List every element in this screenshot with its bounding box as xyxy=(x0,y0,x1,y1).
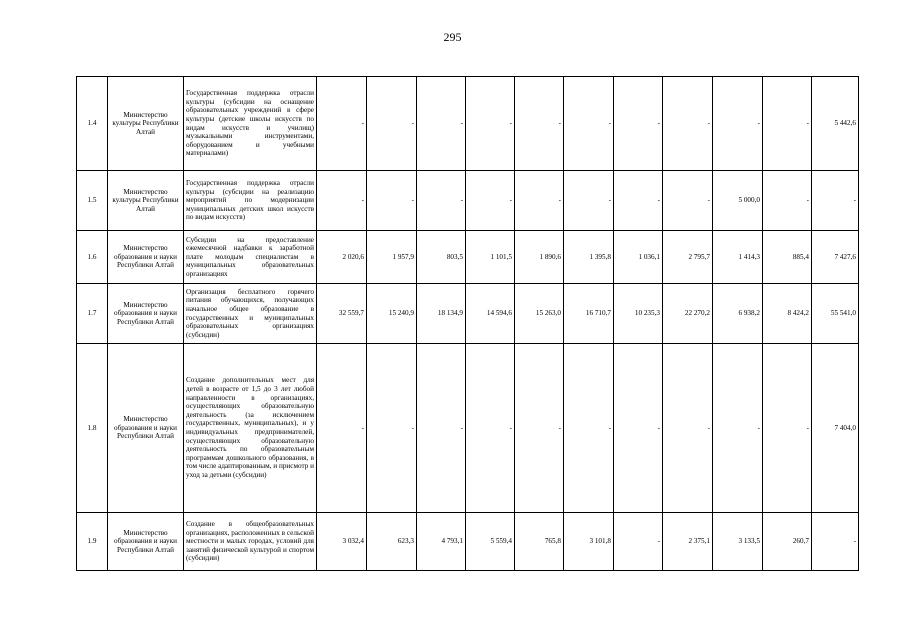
value-cell: 1 957,9 xyxy=(367,231,417,284)
value-cell: - xyxy=(417,77,466,171)
organization-cell: Министерство образования и науки Республики Алтай xyxy=(108,284,184,344)
value-cell: - xyxy=(713,344,763,513)
value-cell: 6 938,2 xyxy=(713,284,763,344)
value-cell: 623,3 xyxy=(367,513,417,571)
value-cell: 18 134,9 xyxy=(417,284,466,344)
table-row xyxy=(77,284,859,344)
row-number-cell: 1.5 xyxy=(77,171,108,231)
value-cell: 1 036,1 xyxy=(614,231,663,284)
value-cell: - xyxy=(663,344,713,513)
page-number: 295 xyxy=(443,30,462,44)
organization-cell: Министерство культуры Республики Алтай xyxy=(108,171,184,231)
row-number-cell: 1.6 xyxy=(77,231,108,284)
value-cell: 3 032,4 xyxy=(317,513,367,571)
value-cell: - xyxy=(564,171,614,231)
value-cell: 55 541,0 xyxy=(812,284,859,344)
description-cell: Создание дополнительных мест для детей в возрасте от 1,5 до 3 лет любой направленности в организациях, осуществляющих образовательную деятельность (за исключением государственных, муниципальных), и у индивидуальных предпринимателей, осуществляющих образовательную деятельность по образовательным программам дошкольного образования, в том числе адаптированным, и присмотр и уход за детьми (субсидии) xyxy=(184,344,317,513)
description-cell: Организация бесплатного горячего питания обучающихся, получающих начальное общее образование в государственных и муниципальных образовательных организациях (субсидии) xyxy=(184,284,317,344)
value-cell: - xyxy=(515,344,564,513)
value-cell: 260,7 xyxy=(763,513,812,571)
value-cell: 1 395,8 xyxy=(564,231,614,284)
value-cell: 2 020,6 xyxy=(317,231,367,284)
value-cell: 7 404,0 xyxy=(812,344,859,513)
value-cell: - xyxy=(663,77,713,171)
value-cell: 8 424,2 xyxy=(763,284,812,344)
value-cell: 803,5 xyxy=(417,231,466,284)
value-cell: 15 240,9 xyxy=(367,284,417,344)
value-cell: 5 442,6 xyxy=(812,77,859,171)
description-cell: Государственная поддержка отрасли культуры (субсидии на оснащение образовательных учреждений в сфере культуры (детские школы искусств по видам искусств и училищ) музыкальными инструментами, оборудованием и учебными материалами) xyxy=(184,77,317,171)
table-row xyxy=(77,344,859,513)
value-cell: - xyxy=(564,77,614,171)
value-cell: - xyxy=(367,77,417,171)
value-cell: - xyxy=(515,171,564,231)
value-cell: 3 133,5 xyxy=(713,513,763,571)
value-cell: - xyxy=(466,77,515,171)
table-row xyxy=(77,77,859,171)
value-cell: - xyxy=(466,344,515,513)
value-cell: 10 235,3 xyxy=(614,284,663,344)
value-cell: 2 795,7 xyxy=(663,231,713,284)
value-cell: - xyxy=(466,171,515,231)
value-cell: 4 793,1 xyxy=(417,513,466,571)
row-number-cell: 1.8 xyxy=(77,344,108,513)
value-cell: 885,4 xyxy=(763,231,812,284)
organization-cell: Министерство образования и науки Республики Алтай xyxy=(108,231,184,284)
value-cell: - xyxy=(417,344,466,513)
organization-cell: Министерство культуры Республики Алтай xyxy=(108,77,184,171)
value-cell: - xyxy=(763,171,812,231)
description-cell: Создание в общеобразовательных организациях, расположенных в сельской местности и малых городах, условий для занятий физической культурой и спортом (субсидии) xyxy=(184,513,317,571)
value-cell: - xyxy=(367,171,417,231)
value-cell: 2 375,1 xyxy=(663,513,713,571)
value-cell: 1 890,6 xyxy=(515,231,564,284)
budget-table xyxy=(76,76,859,571)
value-cell: - xyxy=(663,171,713,231)
value-cell: - xyxy=(614,171,663,231)
value-cell: - xyxy=(812,171,859,231)
value-cell: - xyxy=(812,513,859,571)
value-cell: - xyxy=(515,77,564,171)
value-cell: - xyxy=(614,77,663,171)
value-cell: 5 000,0 xyxy=(713,171,763,231)
value-cell: - xyxy=(317,344,367,513)
organization-cell: Министерство образования и науки Республики Алтай xyxy=(108,513,184,571)
value-cell: - xyxy=(713,77,763,171)
value-cell: - xyxy=(317,171,367,231)
description-cell: Субсидии на предоставление ежемесячной надбавки к заработной плате молодым специалистам в муниципальных образовательных организациях xyxy=(184,231,317,284)
value-cell: - xyxy=(614,513,663,571)
value-cell: 15 263,0 xyxy=(515,284,564,344)
value-cell: - xyxy=(317,77,367,171)
table-row xyxy=(77,231,859,284)
value-cell: 1 101,5 xyxy=(466,231,515,284)
value-cell: 3 101,8 xyxy=(564,513,614,571)
table-row xyxy=(77,171,859,231)
value-cell: - xyxy=(417,171,466,231)
value-cell: 22 270,2 xyxy=(663,284,713,344)
value-cell: 16 710,7 xyxy=(564,284,614,344)
row-number-cell: 1.7 xyxy=(77,284,108,344)
organization-cell: Министерство образования и науки Республики Алтай xyxy=(108,344,184,513)
value-cell: - xyxy=(763,77,812,171)
value-cell: 7 427,6 xyxy=(812,231,859,284)
value-cell: - xyxy=(564,344,614,513)
value-cell: 14 594,6 xyxy=(466,284,515,344)
value-cell: 32 559,7 xyxy=(317,284,367,344)
description-cell: Государственная поддержка отрасли культуры (субсидии на реализацию мероприятий по модернизации муниципальных детских школ искусств по видам искусств) xyxy=(184,171,317,231)
value-cell: 1 414,3 xyxy=(713,231,763,284)
value-cell: - xyxy=(367,344,417,513)
table-row xyxy=(77,513,859,571)
row-number-cell: 1.4 xyxy=(77,77,108,171)
value-cell: - xyxy=(763,344,812,513)
value-cell: 5 559,4 xyxy=(466,513,515,571)
value-cell: 765,8 xyxy=(515,513,564,571)
row-number-cell: 1.9 xyxy=(77,513,108,571)
value-cell: - xyxy=(614,344,663,513)
